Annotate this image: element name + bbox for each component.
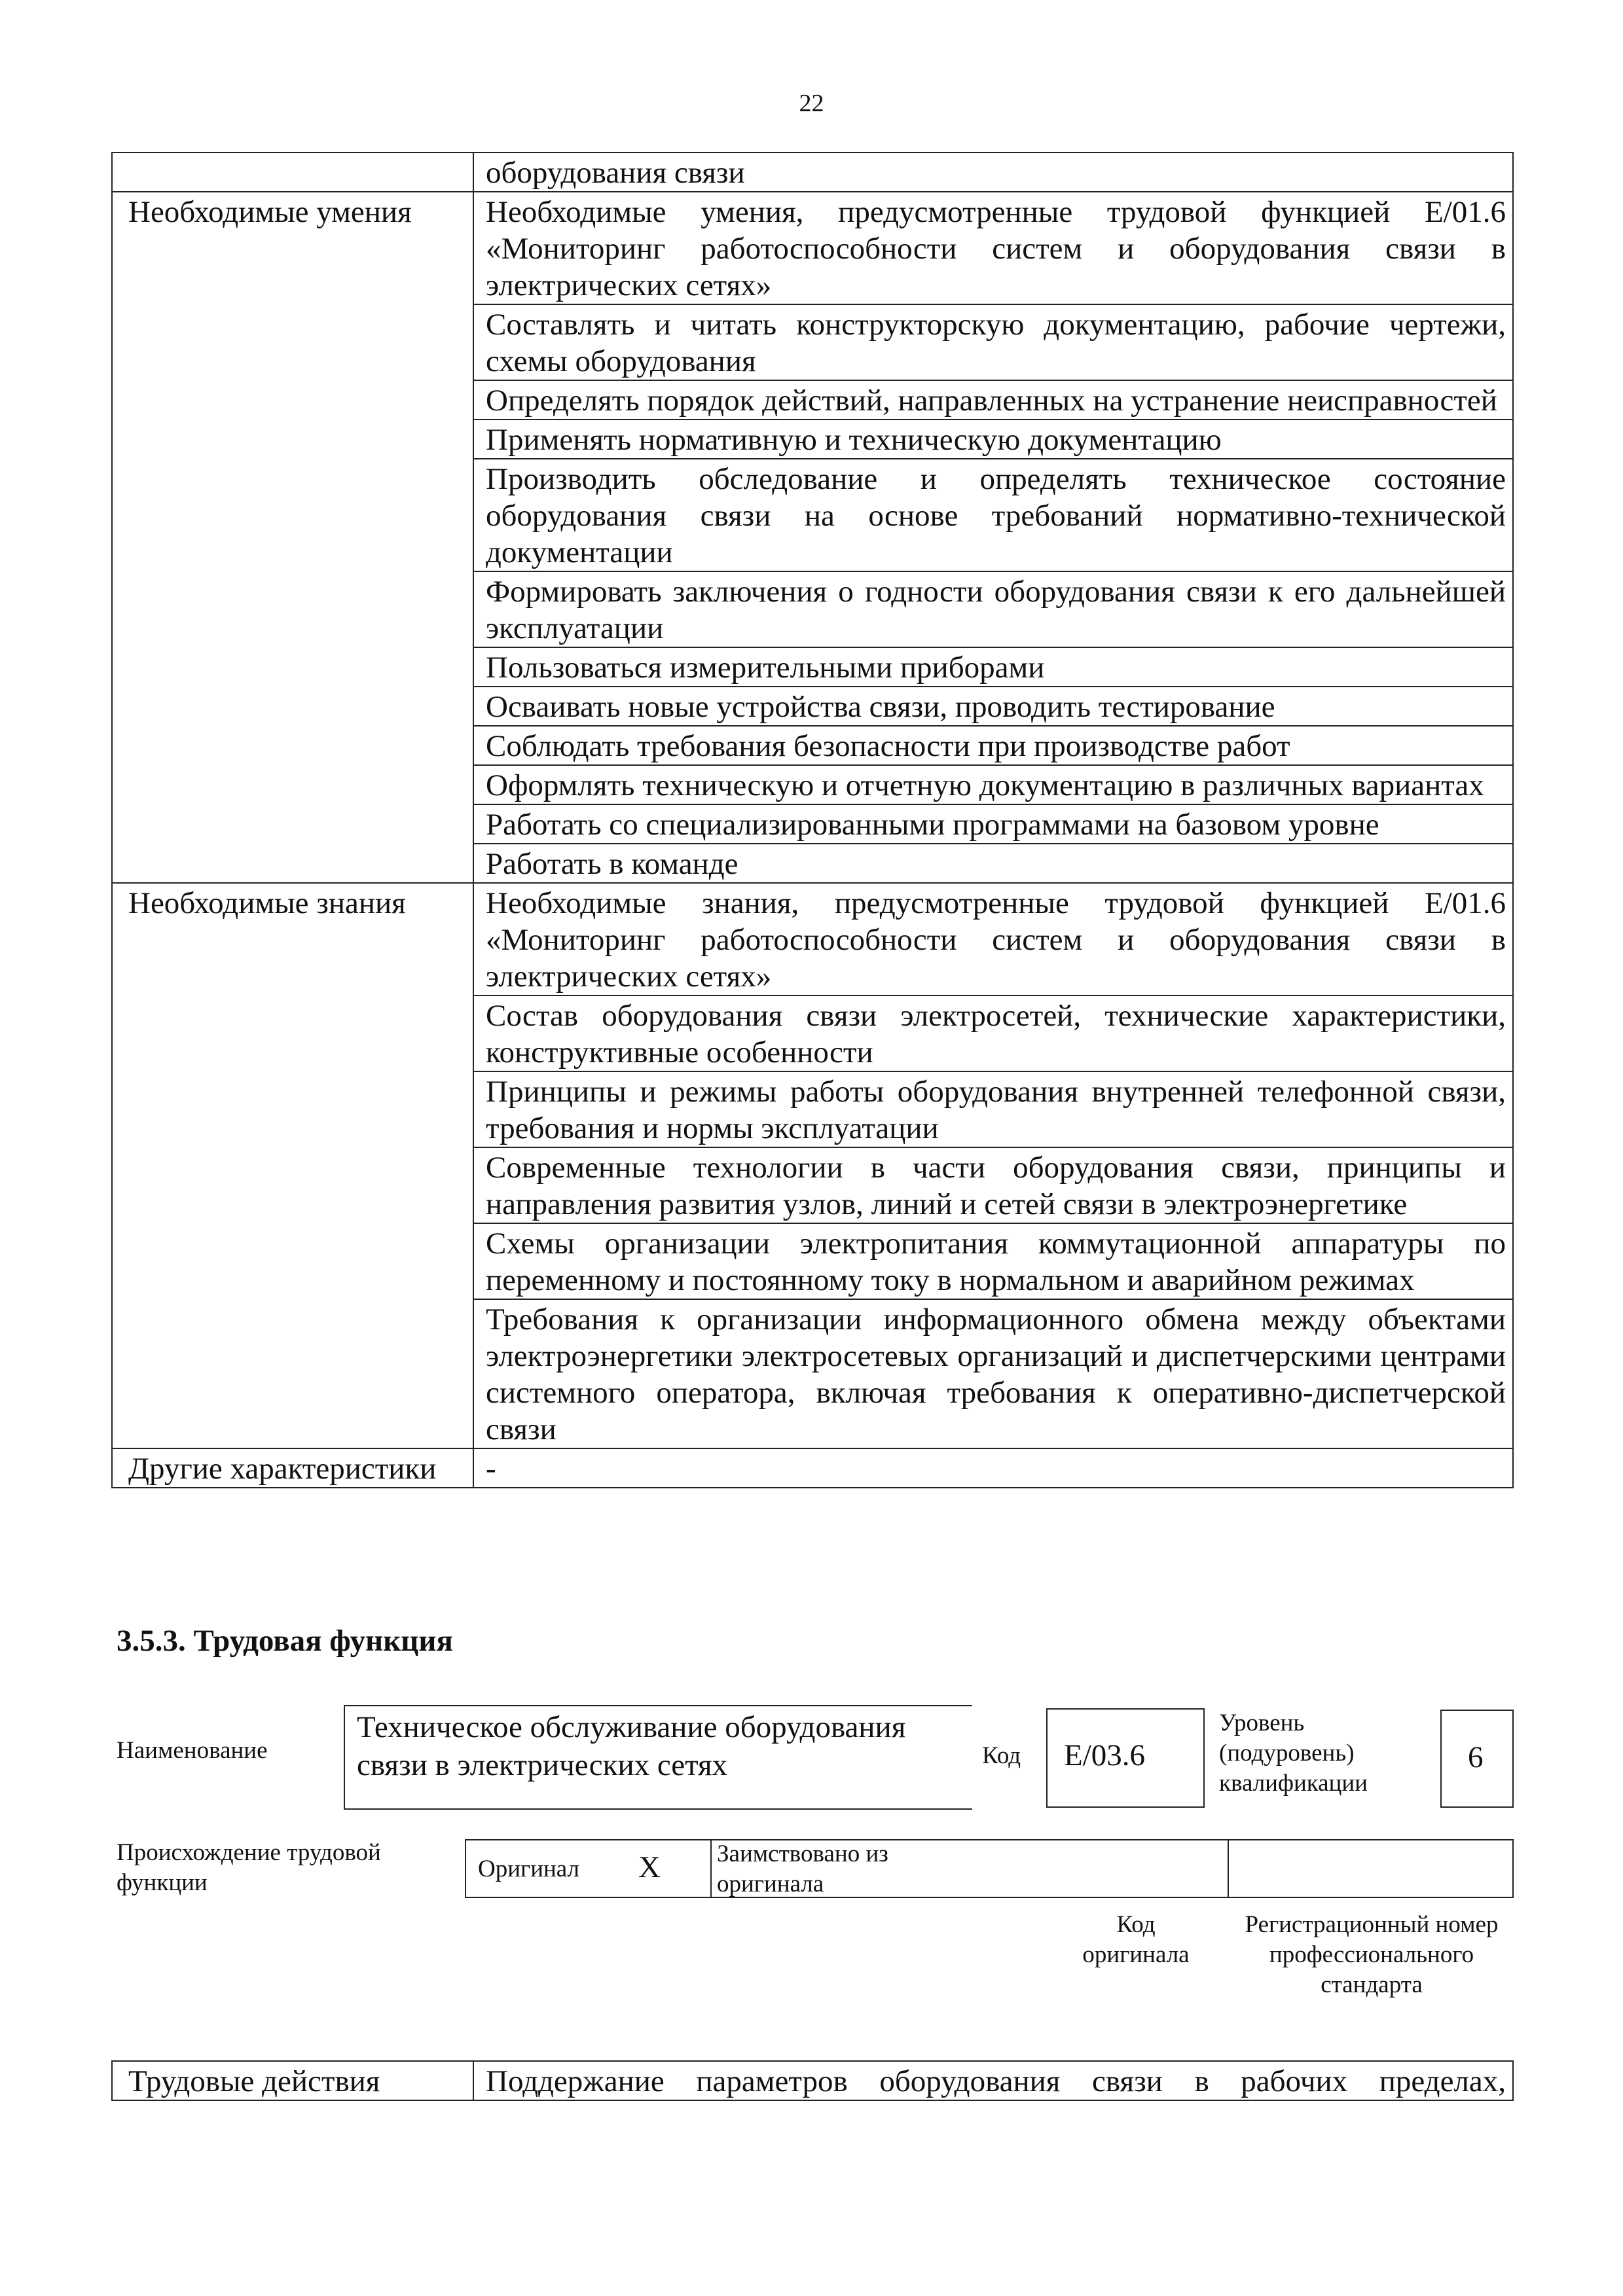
original-mark: X	[638, 1850, 661, 1884]
knowledge-label: Необходимые знания	[112, 883, 473, 1448]
reg-number-caption: Регистрационный номер профессионального стандарта	[1245, 1911, 1499, 1998]
original-label: Оригинал	[478, 1856, 580, 1882]
skills-item: Осваивать новые устройства связи, проводить тестирование	[473, 687, 1513, 726]
labor-actions-label: Трудовые действия	[112, 2061, 473, 2100]
knowledge-item: Необходимые знания, предусмотренные трудовой функцией E/01.6 «Мониторинг работоспособности систем и оборудования связи в электрических сетях»	[473, 883, 1513, 996]
skills-item: Необходимые умения, предусмотренные трудовой функцией E/01.6 «Мониторинг работоспособности систем и оборудования связи в электрических сетях»	[473, 192, 1513, 304]
skills-item: Составлять и читать конструкторскую документацию, рабочие чертежи, схемы оборудования	[473, 304, 1513, 380]
knowledge-item: Принципы и режимы работы оборудования внутренней телефонной связи, требования и нормы эксплуатации	[473, 1071, 1513, 1147]
table-row	[112, 883, 1513, 996]
skills-item: Работать в команде	[473, 844, 1513, 883]
continuation-cell: оборудования связи	[473, 152, 1513, 192]
origin-label: Происхождение трудовой функции	[117, 1839, 381, 1896]
table-row	[112, 152, 1513, 192]
empty-label-cell	[112, 152, 473, 192]
skills-item: Работать со специализированными программами на базовом уровне	[473, 804, 1513, 844]
requirements-table	[111, 152, 1514, 1488]
section-title: 3.5.3. Трудовая функция	[117, 1624, 453, 1658]
origin-divider	[1228, 1839, 1229, 1898]
table-row	[112, 1448, 1513, 1488]
skills-item: Производить обследование и определять техническое состояние оборудования связи на основе требований нормативно-технической документации	[473, 459, 1513, 571]
function-name: Техническое обслуживание оборудования связи в электрических сетях	[357, 1710, 906, 1782]
code-value: E/03.6	[1064, 1738, 1146, 1772]
origin-code-caption: Код оригинала	[1082, 1911, 1190, 1968]
skills-item: Соблюдать требования безопасности при производстве работ	[473, 726, 1513, 765]
table-row	[112, 2061, 1513, 2100]
knowledge-item: Требования к организации информационного обмена между объектами электроэнергетики электросетевых организаций и диспетчерскими центрами системного оператора, включая требования к оперативно-диспетчерской связи	[473, 1299, 1513, 1448]
page-number: 22	[799, 90, 824, 117]
other-value: -	[473, 1448, 1513, 1488]
skills-item: Применять нормативную и техническую документацию	[473, 420, 1513, 459]
knowledge-item: Схемы организации электропитания коммутационной аппаратуры по переменному и постоянному току в нормальном и аварийном режимах	[473, 1223, 1513, 1299]
skills-item: Определять порядок действий, направленных на устранение неисправностей	[473, 380, 1513, 420]
origin-divider	[710, 1839, 712, 1898]
skills-item: Оформлять техническую и отчетную документацию в различных вариантах	[473, 765, 1513, 804]
code-label: Код	[982, 1742, 1021, 1769]
table-row	[112, 192, 1513, 304]
origin-box	[465, 1839, 1514, 1898]
level-value: 6	[1468, 1740, 1484, 1774]
skills-item: Пользоваться измерительными приборами	[473, 647, 1513, 687]
knowledge-item: Состав оборудования связи электросетей, технические характеристики, конструктивные особенности	[473, 996, 1513, 1071]
name-label: Наименование	[117, 1737, 268, 1764]
borrowed-label: Заимствовано из оригинала	[717, 1840, 888, 1897]
labor-actions-table	[111, 2060, 1514, 2101]
skills-item: Формировать заключения о годности оборудования связи к его дальнейшей эксплуатации	[473, 571, 1513, 647]
skills-label: Необходимые умения	[112, 192, 473, 883]
knowledge-item: Современные технологии в части оборудования связи, принципы и направления развития узлов, линий и сетей связи в электроэнергетике	[473, 1147, 1513, 1223]
level-label: Уровень (подуровень) квалификации	[1219, 1710, 1368, 1797]
labor-actions-item: Поддержание параметров оборудования связи в рабочих пределах,	[473, 2061, 1513, 2100]
other-label: Другие характеристики	[112, 1448, 473, 1488]
